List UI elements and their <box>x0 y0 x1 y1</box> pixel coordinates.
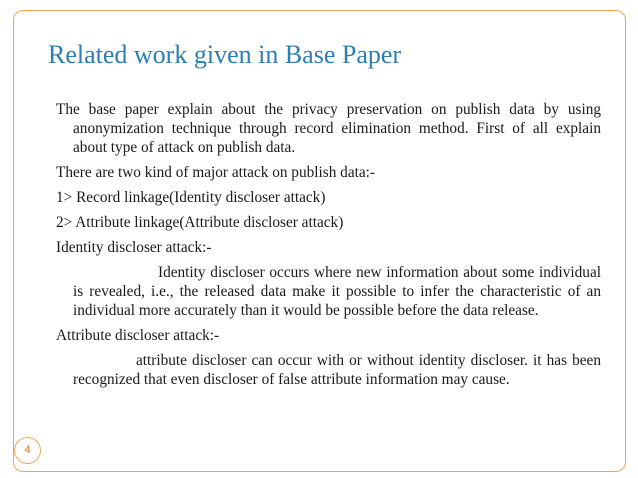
identity-heading: Identity discloser attack:- <box>56 239 212 256</box>
list-item-record-linkage: 1> Record linkage(Identity discloser attack) <box>56 189 326 206</box>
identity-text: Identity discloser occurs where new information about some individual is revealed, i.e., the released data make it possible to infer the characteristic of an individual more accurately than it would be possible before the data release. <box>73 264 601 319</box>
list-item-attribute-linkage: 2> Attribute linkage(Attribute discloser attack) <box>56 214 344 231</box>
page-number-badge: 4 <box>14 437 41 464</box>
two-kinds-line: There are two kind of major attack on publish data:- <box>56 164 376 181</box>
identity-paragraph <box>56 263 601 320</box>
slide-body <box>56 100 601 395</box>
intro-paragraph: The base paper explain about the privacy preservation on publish data by using anonymization technique through record elimination method. First of all explain about type of attack on publish data. <box>56 101 601 156</box>
attribute-text: attribute discloser can occur with or without identity discloser. it has been recognized that even discloser of false attribute information may cause. <box>73 352 601 388</box>
slide-title: Related work given in Base Paper <box>48 40 402 69</box>
attribute-paragraph <box>56 351 601 389</box>
attribute-heading: Attribute discloser attack:- <box>56 327 220 344</box>
